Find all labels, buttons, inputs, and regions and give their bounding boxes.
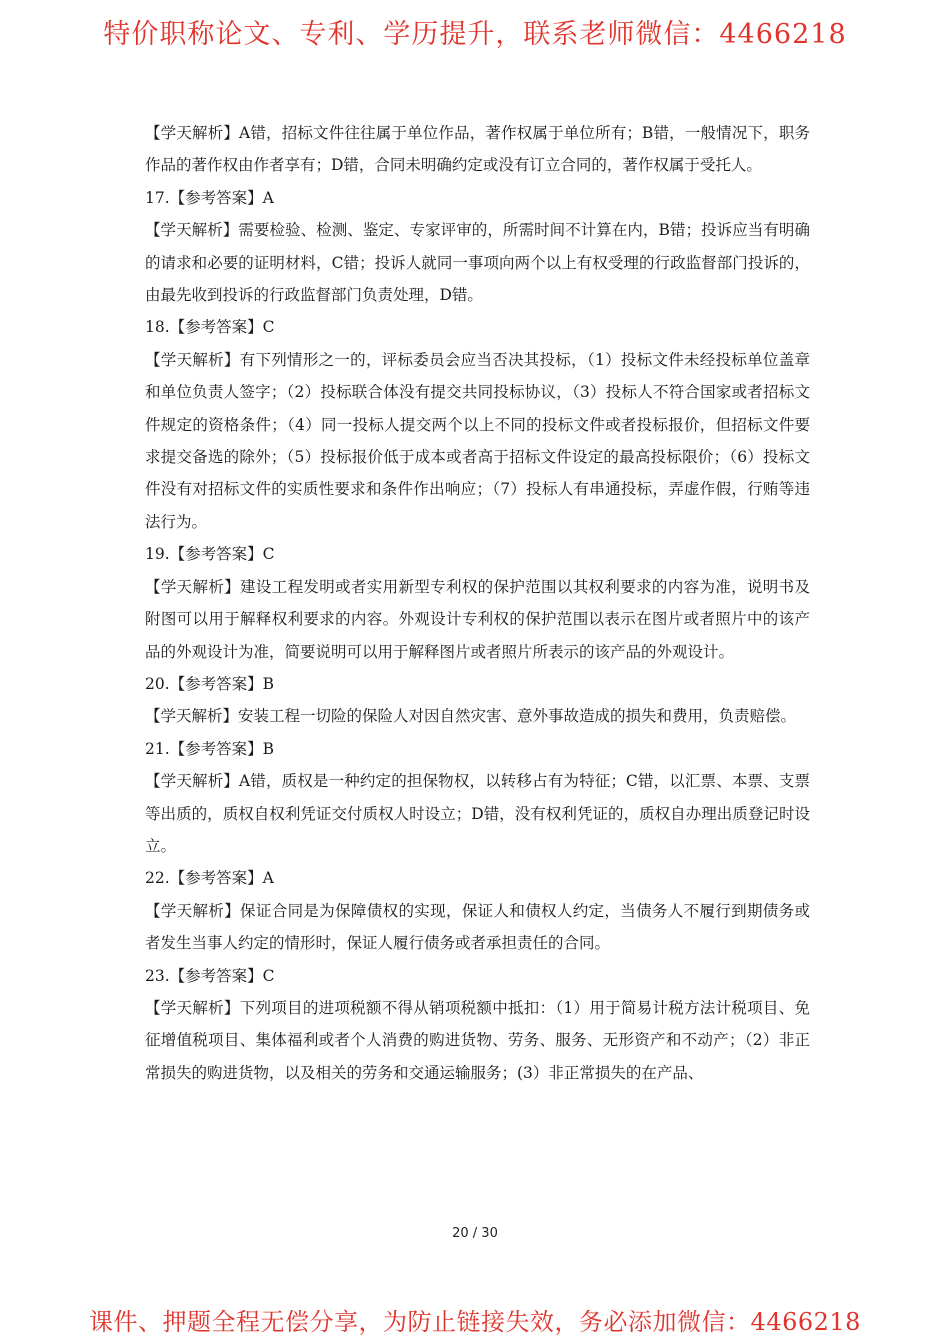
answer-line: 18.【参考答案】C [145,318,275,337]
answer-line: 21.【参考答案】B [145,739,275,758]
answer-line: 17.【参考答案】A [145,188,274,207]
analysis-paragraph: 【学天解析】下列项目的进项税额不得从销项税额中抵扣：（1）用于简易计税方法计税项目、免征增值税项目、集体福利或者个人消费的购进货物、劳务、服务、无形资产和不动产；（2）非正常损失的购进货物，以及相关的劳务和交通运输服务；(3）非正常损失的在产品、 [145,998,810,1082]
analysis-paragraph: 【学天解析】保证合同是为保障债权的实现，保证人和债权人约定，当债务人不履行到期债务或者发生当事人约定的情形时，保证人履行债务或者承担责任的合同。 [145,901,810,953]
analysis-paragraph: 【学天解析】A错，招标文件往往属于单位作品，著作权属于单位所有；B错，一般情况下，职务作品的著作权由作者享有；D错，合同未明确约定或没有订立合同的，著作权属于受托人。 [145,124,810,175]
analysis-paragraph: 【学天解析】需要检验、检测、鉴定、专家评审的，所需时间不计算在内，B错；投诉应当有明确的请求和必要的证明材料，C错；投诉人就同一事项向两个以上有权受理的行政监督部门投诉的，由最先收到投诉的行政监督部门负责处理，D错。 [145,221,810,305]
analysis-paragraph: 【学天解析】A错，质权是一种约定的担保物权，以转移占有为特征；C错，以汇票、本票、支票等出质的，质权自权利凭证交付质权人时设立；D错，没有权利凭证的，质权自办理出质登记时设立。 [145,772,810,855]
document-body [145,117,810,1089]
page-number: 20 / 30 [452,1226,498,1241]
footer-banner: 课件、押题全程无偿分享，为防止链接失效，务必添加微信：4466218 [89,1308,861,1336]
analysis-paragraph: 【学天解析】安装工程一切险的保险人对因自然灾害、意外事故造成的损失和费用，负责赔偿。 [145,707,797,726]
answer-line: 20.【参考答案】B [145,674,275,693]
header-banner: 特价职称论文、专利、学历提升，联系老师微信：4466218 [103,19,847,50]
analysis-paragraph: 【学天解析】建设工程发明或者实用新型专利权的保护范围以其权利要求的内容为准，说明书及附图可以用于解释权利要求的内容。外观设计专利权的保护范围以表示在图片或者照片中的该产品的外观设计为准，简要说明可以用于解释图片或者照片所表示的该产品的外观设计。 [145,577,810,661]
analysis-paragraph: 【学天解析】有下列情形之一的，评标委员会应当否决其投标，（1）投标文件未经投标单位盖章和单位负责人签字；（2）投标联合体没有提交共同投标协议，（3）投标人不符合国家或者招标文件规定的资格条件；（4）同一投标人提交两个以上不同的投标文件或者投标报价，但招标文件要求提交备选的除外；（5）投标报价低于成本或者高于招标文件设定的最高投标限价；（6）投标文件没有对招标文件的实质性要求和条件作出响应；（7）投标人有串通投标，弄虚作假，行贿等违法行为。 [145,350,810,531]
answer-line: 23.【参考答案】C [145,966,275,985]
answer-line: 22.【参考答案】A [145,869,274,888]
answer-line: 19.【参考答案】C [145,545,275,564]
